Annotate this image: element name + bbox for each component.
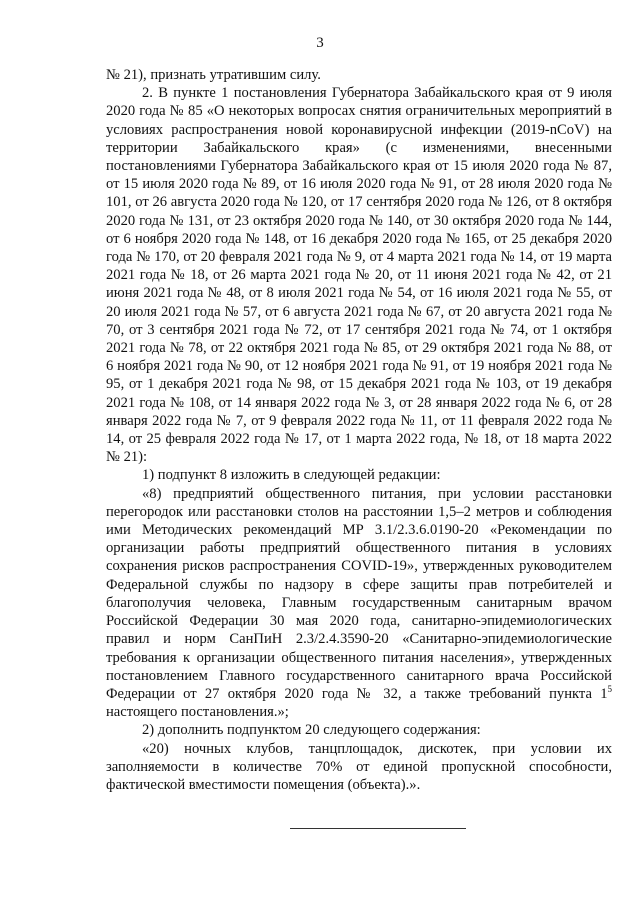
end-of-text-rule	[290, 828, 466, 829]
paragraph-subitem-2: 2) дополнить подпунктом 20 следующего содержания:	[142, 722, 481, 739]
page-number: 3	[316, 35, 324, 51]
clause-8-superscript: 5	[607, 684, 612, 695]
clause-8-text-end: настоящего постановления.»;	[106, 704, 289, 721]
paragraph-clause-8	[106, 485, 612, 722]
clause-8-text: «8) предприятий общественного питания, при условии расстановки перегородок или расстановки столов на расстоянии 1,5–2 метров и соблюдения ими Методических рекомендаций МР 3.1/2.3.6.0190-20 «Рекомендации по организации работы предприятий общественного питания в условиях сохранения рисков распространения COVID-19», утвержденных руководителем Федеральной службы по надзору в сфере защиты прав потребителей и благополучия человека, Главным государственным санитарным врачом Российской Федерации 30 мая 2020 года, санитарно-эпидемиологических правил и норм СанПиН 2.3/2.4.3590-20 «Санитарно-эпидемиологические требования к организации общественного питания населения», утвержденных постановлением Главного государственного санитарного врача Российской Федерации от 27 октября 2020 года № 32, а также требований пункта 1	[106, 485, 612, 702]
paragraph-item-2: 2. В пункте 1 постановления Губернатора Забайкальского края от 9 июля 2020 года № 85 «О некоторых вопросах снятия ограничительных мероприятий в условиях распространения новой коронавирусной инфекции (2019-nCoV) на территории Забайкальского края» (с изменениями, внесенными постановлениями Губернатора Забайкальского края от 15 июля 2020 года № 87, от 15 июля 2020 года № 89, от 16 июля 2020 года № 91, от 28 июля 2020 года № 101, от 26 августа 2020 года № 120, от 17 сентября 2020 года № 126, от 8 октября 2020 года № 131, от 23 октября 2020 года № 140, от 30 октября 2020 года № 144, от 6 ноября 2020 года № 148, от 16 декабря 2020 года № 165, от 25 декабря 2020 года № 170, от 20 февраля 2021 года № 9, от 4 марта 2021 года № 14, от 19 марта 2021 года № 18, от 26 марта 2021 года № 20, от 11 июня 2021 года № 42, от 21 июня 2021 года № 48, от 8 июля 2021 года № 54, от 16 июля 2021 года № 55, от 20 июля 2021 года № 57, от 6 августа 2021 года № 67, от 20 августа 2021 года № 70, от 3 сентября 2021 года № 72, от 17 сентября 2021 года № 74, от 1 октября 2021 года № 78, от 22 октября 2021 года № 85, от 29 октября 2021 года № 88, от 6 ноября 2021 года № 90, от 12 ноября 2021 года № 91, от 19 ноября 2021 года № 95, от 1 декабря 2021 года № 98, от 15 декабря 2021 года № 103, от 19 декабря 2021 года № 108, от 14 января 2022 года № 3, от 28 января 2022 года № 6, от 28 января 2022 года № 7, от 9 февраля 2022 года № 11, от 11 февраля 2022 года № 14, от 25 февраля 2022 года № 17, от 1 марта 2022 года, № 18, от 18 марта 2022 № 21):	[106, 85, 612, 466]
paragraph-subitem-1: 1) подпункт 8 изложить в следующей редакции:	[142, 467, 441, 484]
paragraph-clause-20: «20) ночных клубов, танцплощадок, дискотек, при условии их заполняемости в количестве 70% от единой пропускной способности, фактической вместимости помещения (объекта).».	[106, 740, 612, 793]
document-body	[106, 66, 612, 794]
paragraph-continuation: № 21), признать утратившим силу.	[106, 67, 321, 83]
